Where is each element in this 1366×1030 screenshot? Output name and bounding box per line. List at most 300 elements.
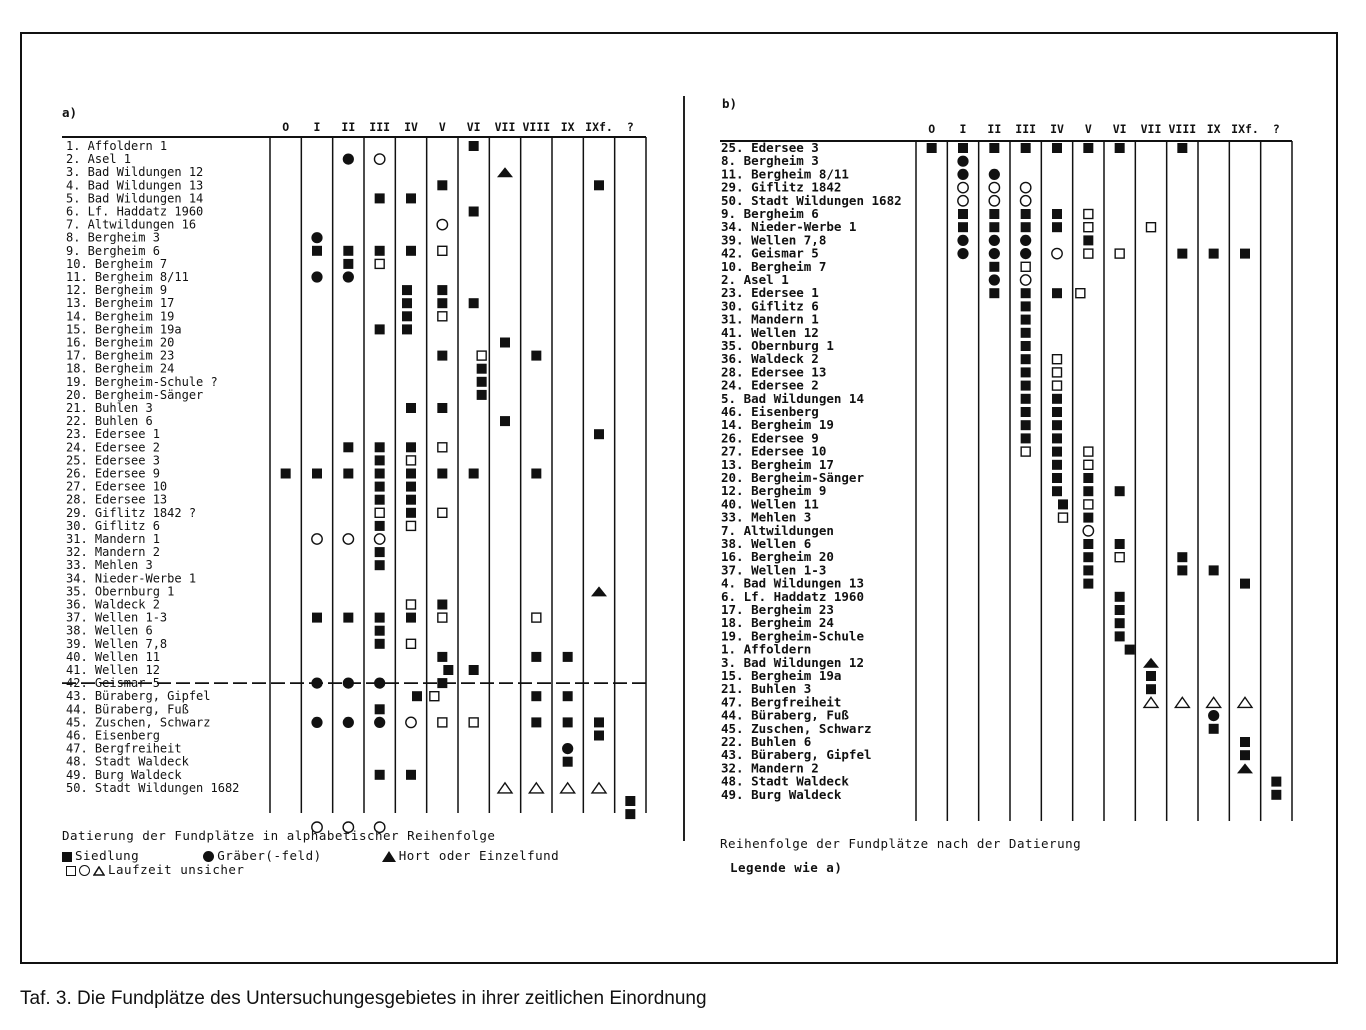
uncertain-settlement-mark — [407, 521, 416, 530]
settlement-mark — [1021, 301, 1031, 311]
open-square-icon — [66, 866, 76, 876]
column-header-IXf: IXf. — [585, 120, 613, 134]
hoard-mark — [591, 586, 607, 596]
site-label: 28. Edersee 13 — [66, 492, 168, 507]
uncertain-hoard-mark — [1207, 697, 1221, 707]
settlement-mark — [1271, 777, 1281, 787]
grave-mark — [311, 232, 322, 243]
site-label: 1. Affoldern 1 — [66, 139, 168, 153]
legend-graves: Gräber(-feld) — [217, 848, 322, 863]
uncertain-settlement-mark — [407, 639, 416, 648]
column-header-V: V — [1084, 122, 1092, 136]
site-label: 38. Wellen 6 — [66, 623, 153, 638]
uncertain-grave-mark — [1020, 196, 1030, 206]
site-label: 43. Büraberg, Gipfel — [721, 747, 872, 763]
site-label: 5. Bad Wildungen 14 — [721, 390, 864, 406]
settlement-mark — [1209, 249, 1219, 259]
settlement-mark — [1177, 249, 1187, 259]
column-header-VIII: VIII — [1168, 122, 1197, 136]
settlement-mark — [437, 403, 447, 413]
column-header-I: I — [313, 120, 321, 134]
uncertain-settlement-mark — [1053, 368, 1062, 377]
settlement-mark — [563, 691, 573, 701]
settlement-mark — [343, 246, 353, 256]
settlement-mark — [1271, 790, 1281, 800]
site-label: 16. Bergheim 20 — [721, 549, 834, 565]
settlement-mark — [1083, 539, 1093, 549]
site-label: 17. Bergheim 23 — [66, 348, 175, 363]
site-label: 24. Edersee 2 — [721, 377, 819, 393]
settlement-symbol-icon — [62, 852, 72, 862]
panel-b-note: Reihenfolge der Fundplätze nach der Datierung — [720, 836, 1082, 851]
uncertain-grave-mark — [406, 717, 416, 727]
uncertain-settlement-mark — [1115, 553, 1124, 562]
settlement-mark — [1052, 143, 1062, 153]
settlement-mark — [402, 311, 412, 321]
grave-mark — [374, 717, 385, 728]
panel-a-note: Datierung der Fundplätze in alphabetischer Reihenfolge — [62, 828, 496, 843]
site-label: 32. Mandern 2 — [721, 760, 819, 776]
site-label: 9. Bergheim 6 — [66, 243, 160, 258]
grave-mark — [374, 678, 385, 689]
uncertain-grave-mark — [1083, 526, 1093, 536]
site-label: 44. Büraberg, Fuß — [721, 707, 849, 723]
hoard-symbol-icon — [382, 851, 396, 862]
site-label: 49. Burg Waldeck — [721, 786, 842, 802]
uncertain-settlement-mark — [1053, 355, 1062, 364]
site-label: 9. Bergheim 6 — [721, 206, 819, 221]
settlement-mark — [375, 324, 385, 334]
hoard-mark — [1237, 763, 1253, 773]
settlement-mark — [625, 796, 635, 806]
settlement-mark — [958, 222, 968, 232]
figure-caption: Taf. 3. Die Fundplätze des Untersuchungesgebietes in ihrer zeitlichen Einordnung — [20, 988, 707, 1009]
settlement-mark — [1083, 579, 1093, 589]
column-header-IXf: IXf. — [1231, 122, 1259, 136]
uncertain-hoard-mark — [592, 783, 606, 793]
site-label: 19. Bergheim-Schule — [721, 628, 864, 644]
site-label: 12. Bergheim 9 — [66, 283, 168, 298]
site-label: 47. Bergfreiheit — [721, 694, 842, 710]
site-label: 4. Bad Wildungen 13 — [721, 575, 864, 591]
settlement-mark — [375, 613, 385, 623]
settlement-mark — [343, 442, 353, 452]
settlement-mark — [375, 521, 385, 531]
site-label: 31. Mandern 1 — [66, 532, 160, 546]
grave-mark — [957, 169, 968, 180]
settlement-mark — [531, 469, 541, 479]
site-label: 14. Bergheim 19 — [66, 309, 175, 324]
settlement-mark — [989, 209, 999, 219]
site-label: 37. Wellen 1-3 — [721, 562, 827, 578]
column-header-I: I — [959, 122, 967, 136]
settlement-mark — [343, 613, 353, 623]
settlement-mark — [375, 495, 385, 505]
settlement-mark — [477, 390, 487, 400]
site-label: 35. Obernburg 1 — [721, 338, 834, 353]
settlement-mark — [531, 351, 541, 361]
panel-b-legend-ref: Legende wie a) — [730, 860, 843, 875]
site-label: 36. Waldeck 2 — [721, 351, 819, 367]
uncertain-grave-mark — [312, 534, 322, 544]
uncertain-settlement-mark — [438, 508, 447, 517]
site-label: 45. Zuschen, Schwarz — [721, 720, 872, 736]
grave-mark — [343, 271, 354, 282]
uncertain-settlement-mark — [407, 456, 416, 465]
site-label: 11. Bergheim 8/11 — [66, 270, 189, 284]
panel-a-tag: a) — [62, 105, 78, 120]
settlement-mark — [594, 429, 604, 439]
column-header-?: ? — [626, 120, 634, 134]
uncertain-settlement-mark — [1084, 447, 1093, 456]
settlement-mark — [563, 757, 573, 767]
settlement-mark — [1115, 592, 1125, 602]
panel-b-tag: b) — [722, 96, 738, 111]
legend-settlement: Siedlung — [75, 848, 140, 863]
site-label: 20. Bergheim-Sänger — [66, 387, 204, 402]
legend-uncertain: Laufzeit unsicher — [108, 862, 245, 877]
grave-mark — [343, 678, 354, 689]
settlement-mark — [1052, 288, 1062, 298]
uncertain-grave-mark — [958, 196, 968, 206]
site-label: 31. Mandern 1 — [721, 311, 819, 327]
site-label: 45. Zuschen, Schwarz — [66, 715, 211, 730]
uncertain-grave-mark — [374, 534, 384, 544]
settlement-mark — [312, 246, 322, 256]
site-label: 26. Edersee 9 — [721, 430, 819, 446]
settlement-mark — [1021, 394, 1031, 404]
grave-symbol-icon — [203, 851, 214, 862]
settlement-mark — [437, 600, 447, 610]
settlement-mark — [1115, 631, 1125, 641]
site-label: 48. Stadt Waldeck — [66, 754, 189, 769]
site-label: 29. Giflitz 1842 ? — [66, 505, 197, 520]
settlement-mark — [1240, 750, 1250, 760]
site-label: 32. Mandern 2 — [66, 545, 160, 560]
settlement-mark — [1021, 407, 1031, 417]
settlement-mark — [1115, 486, 1125, 496]
uncertain-hoard-mark — [498, 783, 512, 793]
settlement-mark — [1052, 420, 1062, 430]
site-label: 47. Bergfreiheit — [66, 741, 182, 756]
settlement-mark — [1052, 473, 1062, 483]
settlement-mark — [1021, 143, 1031, 153]
uncertain-settlement-mark — [1084, 460, 1093, 469]
site-label: 18. Bergheim 24 — [721, 615, 834, 631]
site-label: 42. Geismar 5 — [721, 245, 819, 261]
settlement-mark — [1021, 222, 1031, 232]
site-label: 15. Bergheim 19a — [721, 668, 842, 683]
site-label: 6. Lf. Haddatz 1960 — [66, 204, 204, 219]
uncertain-hoard-mark — [561, 783, 575, 793]
uncertain-settlement-mark — [375, 259, 384, 268]
uncertain-settlement-mark — [1021, 447, 1030, 456]
settlement-mark — [437, 351, 447, 361]
column-header-IV: IV — [404, 120, 418, 134]
site-label: 40. Wellen 11 — [66, 649, 160, 664]
column-header-VIII: VIII — [522, 120, 551, 134]
settlement-mark — [1177, 143, 1187, 153]
uncertain-settlement-mark — [1021, 262, 1030, 271]
uncertain-settlement-mark — [438, 718, 447, 727]
settlement-mark — [406, 508, 416, 518]
panel-b — [720, 96, 1292, 821]
uncertain-settlement-mark — [430, 692, 439, 701]
settlement-mark — [437, 678, 447, 688]
site-label: 50. Stadt Wildungen 1682 — [721, 192, 902, 208]
hoard-mark — [1143, 658, 1159, 668]
settlement-mark — [1209, 565, 1219, 575]
settlement-mark — [531, 717, 541, 727]
settlement-mark — [406, 482, 416, 492]
settlement-mark — [443, 665, 453, 675]
settlement-mark — [1083, 473, 1093, 483]
settlement-mark — [375, 442, 385, 452]
column-header-III: III — [369, 120, 391, 134]
site-label: 13. Bergheim 17 — [721, 456, 834, 472]
site-label: 26. Edersee 9 — [66, 466, 160, 481]
uncertain-hoard-mark — [1238, 697, 1252, 707]
settlement-mark — [1115, 605, 1125, 615]
uncertain-settlement-mark — [477, 351, 486, 360]
settlement-mark — [375, 560, 385, 570]
site-label: 27. Edersee 10 — [66, 479, 168, 494]
grave-mark — [311, 717, 322, 728]
site-label: 40. Wellen 11 — [721, 496, 819, 512]
settlement-mark — [1021, 367, 1031, 377]
settlement-mark — [406, 442, 416, 452]
uncertain-settlement-mark — [438, 312, 447, 321]
settlement-mark — [500, 338, 510, 348]
settlement-mark — [531, 691, 541, 701]
grave-mark — [989, 274, 1000, 285]
column-header-II: II — [987, 122, 1002, 136]
settlement-mark — [1021, 354, 1031, 364]
settlement-mark — [1021, 209, 1031, 219]
site-label: 1. Affoldern — [721, 641, 812, 657]
settlement-mark — [1021, 420, 1031, 430]
site-label: 39. Wellen 7,8 — [66, 636, 168, 651]
settlement-mark — [343, 259, 353, 269]
uncertain-grave-mark — [989, 182, 999, 192]
settlement-mark — [1177, 565, 1187, 575]
settlement-mark — [477, 364, 487, 374]
settlement-mark — [375, 547, 385, 557]
uncertain-settlement-mark — [1084, 249, 1093, 258]
site-label: 36. Waldeck 2 — [66, 597, 160, 612]
settlement-mark — [1052, 394, 1062, 404]
site-label: 25. Edersee 3 — [66, 453, 160, 468]
grave-mark — [343, 154, 354, 165]
settlement-mark — [375, 626, 385, 636]
site-label: 2. Asel 1 — [66, 152, 132, 167]
site-label: 25. Edersee 3 — [721, 140, 819, 155]
site-label: 27. Edersee 10 — [721, 443, 827, 459]
site-label: 3. Bad Wildungen 12 — [721, 654, 864, 670]
settlement-mark — [1052, 433, 1062, 443]
uncertain-settlement-mark — [1053, 381, 1062, 390]
site-label: 34. Nieder-Werbe 1 — [66, 571, 197, 586]
settlement-mark — [469, 665, 479, 675]
settlement-mark — [437, 180, 447, 190]
grave-mark — [989, 235, 1000, 246]
settlement-mark — [1021, 288, 1031, 298]
grave-mark — [311, 678, 322, 689]
uncertain-settlement-mark — [1076, 289, 1085, 298]
open-circle-icon — [79, 865, 90, 876]
settlement-mark — [437, 285, 447, 295]
uncertain-settlement-mark — [1059, 513, 1068, 522]
settlement-mark — [958, 143, 968, 153]
uncertain-settlement-mark — [438, 613, 447, 622]
uncertain-settlement-mark — [1147, 223, 1156, 232]
site-label: 23. Edersee 1 — [721, 285, 819, 301]
settlement-mark — [1021, 315, 1031, 325]
site-label: 14. Bergheim 19 — [721, 417, 834, 433]
column-header-?: ? — [1272, 122, 1280, 136]
grave-mark — [1020, 235, 1031, 246]
site-label: 29. Giflitz 1842 — [721, 179, 842, 195]
uncertain-grave-mark — [1020, 182, 1030, 192]
settlement-mark — [1115, 618, 1125, 628]
hoard-mark — [497, 167, 513, 177]
site-label: 20. Bergheim-Sänger — [721, 470, 864, 485]
legend-hoard: Hort oder Einzelfund — [398, 848, 560, 863]
site-label: 46. Eisenberg — [721, 404, 819, 419]
settlement-mark — [1083, 235, 1093, 245]
settlement-mark — [469, 207, 479, 217]
settlement-mark — [1146, 671, 1156, 681]
settlement-mark — [437, 298, 447, 308]
site-label: 23. Edersee 1 — [66, 427, 160, 442]
settlement-mark — [402, 324, 412, 334]
settlement-mark — [375, 246, 385, 256]
site-label: 19. Bergheim-Schule ? — [66, 374, 218, 389]
settlement-mark — [1052, 407, 1062, 417]
site-label: 6. Lf. Haddatz 1960 — [721, 588, 864, 604]
site-label: 5. Bad Wildungen 14 — [66, 191, 204, 206]
grave-mark — [957, 156, 968, 167]
column-header-O: O — [928, 122, 936, 136]
uncertain-grave-mark — [1052, 248, 1062, 258]
column-header-III: III — [1015, 122, 1037, 136]
settlement-mark — [406, 246, 416, 256]
site-label: 30. Giflitz 6 — [66, 518, 160, 533]
settlement-mark — [989, 143, 999, 153]
settlement-mark — [1052, 222, 1062, 232]
settlement-mark — [406, 613, 416, 623]
site-label: 22. Buhlen 6 — [66, 414, 153, 429]
settlement-mark — [437, 469, 447, 479]
settlement-mark — [1052, 460, 1062, 470]
uncertain-grave-mark — [958, 182, 968, 192]
settlement-mark — [989, 262, 999, 272]
uncertain-grave-mark — [437, 219, 447, 229]
settlement-mark — [1021, 328, 1031, 338]
site-label: 21. Buhlen 3 — [66, 401, 153, 415]
legend-row-2 — [66, 862, 244, 877]
grave-mark — [311, 271, 322, 282]
settlement-mark — [1021, 341, 1031, 351]
grave-mark — [1020, 248, 1031, 259]
settlement-mark — [1083, 552, 1093, 562]
column-header-IX: IX — [1206, 122, 1221, 136]
settlement-mark — [1052, 447, 1062, 457]
grave-mark — [989, 169, 1000, 180]
settlement-mark — [958, 209, 968, 219]
column-header-IV: IV — [1050, 122, 1064, 136]
uncertain-grave-mark — [989, 196, 999, 206]
settlement-mark — [563, 652, 573, 662]
site-label: 39. Wellen 7,8 — [721, 232, 827, 248]
site-label: 8. Bergheim 3 — [721, 153, 819, 169]
settlement-mark — [1209, 724, 1219, 734]
settlement-mark — [594, 180, 604, 190]
grave-mark — [957, 248, 968, 259]
site-label: 15. Bergheim 19a — [66, 322, 182, 337]
settlement-mark — [1021, 381, 1031, 391]
column-header-VII: VII — [1140, 122, 1162, 136]
settlement-mark — [1146, 684, 1156, 694]
legend-row-1 — [62, 848, 559, 863]
column-header-VI: VI — [1112, 122, 1127, 136]
site-label: 28. Edersee 13 — [721, 364, 827, 380]
site-label: 10. Bergheim 7 — [66, 256, 168, 271]
settlement-mark — [375, 455, 385, 465]
settlement-mark — [1240, 249, 1250, 259]
site-label: 50. Stadt Wildungen 1682 — [66, 780, 240, 795]
settlement-mark — [1240, 579, 1250, 589]
site-label: 7. Altwildungen — [721, 522, 834, 538]
settlement-mark — [343, 469, 353, 479]
settlement-mark — [406, 403, 416, 413]
uncertain-grave-mark — [1020, 275, 1030, 285]
settlement-mark — [1083, 143, 1093, 153]
uncertain-grave-mark — [343, 534, 353, 544]
settlement-mark — [531, 652, 541, 662]
site-label: 46. Eisenberg — [66, 728, 160, 743]
settlement-mark — [1115, 539, 1125, 549]
grave-mark — [957, 235, 968, 246]
settlement-mark — [375, 704, 385, 714]
site-label: 48. Stadt Waldeck — [721, 773, 849, 789]
settlement-mark — [1052, 209, 1062, 219]
uncertain-grave-mark — [374, 154, 384, 164]
settlement-mark — [412, 691, 422, 701]
settlement-mark — [1240, 737, 1250, 747]
panel-a — [62, 105, 648, 832]
settlement-mark — [281, 469, 291, 479]
site-label: 43. Büraberg, Gipfel — [66, 689, 211, 704]
settlement-mark — [989, 288, 999, 298]
site-label: 16. Bergheim 20 — [66, 335, 175, 350]
site-label: 18. Bergheim 24 — [66, 361, 175, 376]
settlement-mark — [1115, 143, 1125, 153]
settlement-mark — [1125, 645, 1135, 655]
settlement-mark — [477, 377, 487, 387]
site-label: 24. Edersee 2 — [66, 440, 160, 455]
uncertain-settlement-mark — [469, 718, 478, 727]
site-label: 33. Mehlen 3 — [66, 558, 153, 573]
settlement-mark — [927, 143, 937, 153]
site-label: 30. Giflitz 6 — [721, 298, 819, 314]
uncertain-settlement-mark — [407, 600, 416, 609]
settlement-mark — [312, 469, 322, 479]
open-triangle-icon — [93, 866, 105, 876]
settlement-mark — [375, 469, 385, 479]
column-header-V: V — [438, 120, 446, 134]
grave-mark — [989, 248, 1000, 259]
